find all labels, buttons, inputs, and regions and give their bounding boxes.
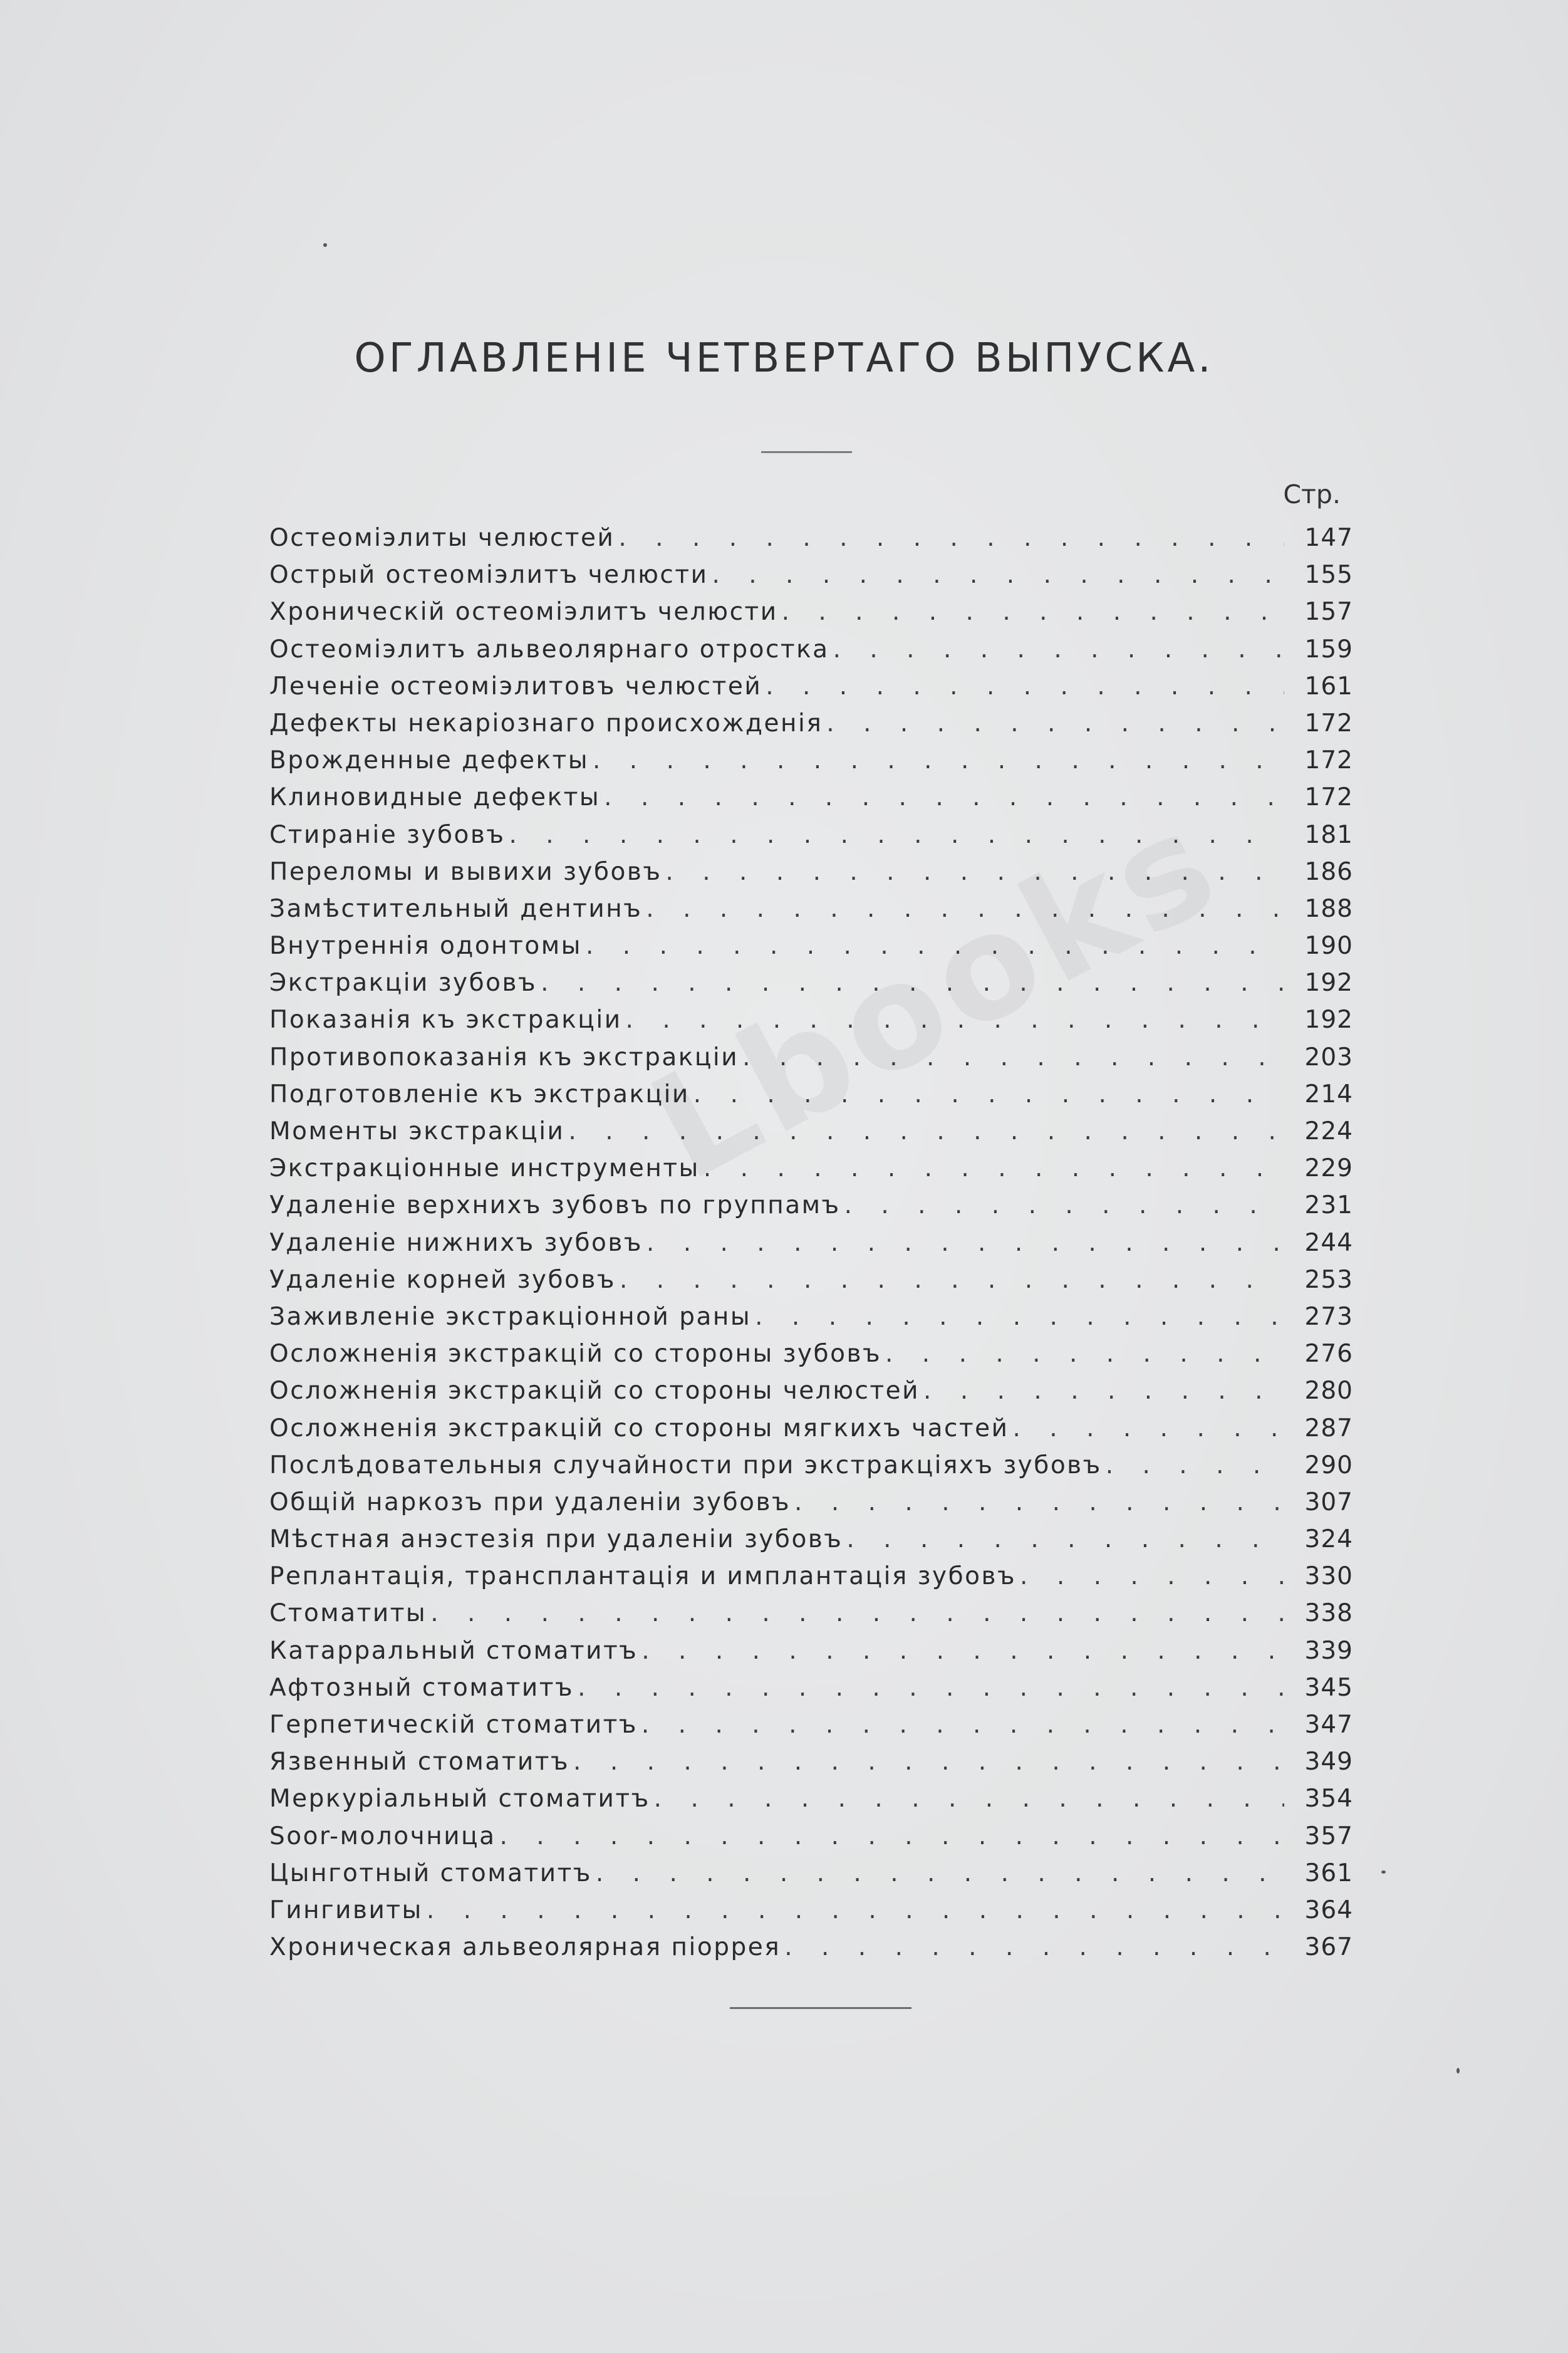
toc-dot-leader [620,1266,1284,1294]
toc-dot-leader [641,1637,1284,1665]
toc-entry-page: 244 [1304,1228,1353,1257]
toc-entry-title: Катарральный стоматитъ [269,1636,638,1665]
toc-dot-leader [784,1933,1284,1961]
toc-dot-leader [641,1711,1284,1739]
toc-dot-leader [782,598,1284,626]
toc-dot-leader [626,1006,1284,1034]
toc-entry-title: Замѣстительный дентинъ [269,894,643,923]
toc-entry-title: Удаленіе верхнихъ зубовъ по группамъ [269,1191,841,1220]
toc-entry-page: 224 [1304,1117,1353,1145]
toc-entry [269,1599,1353,1636]
toc-entry [269,1711,1353,1748]
toc-entry [269,1785,1353,1822]
toc-entry-title: Показанія къ экстракціи [269,1006,622,1035]
toc-entry-page: 172 [1304,746,1353,775]
toc-dot-leader [1020,1562,1284,1590]
toc-entry-page: 345 [1304,1673,1353,1702]
toc-entry-page: 192 [1304,1006,1353,1035]
toc-entry [269,598,1353,635]
toc-dot-leader [430,1599,1284,1627]
toc-dot-leader [704,1154,1284,1182]
toc-entry-title: Переломы и вывихи зубовъ [269,857,662,886]
toc-dot-leader [712,561,1284,589]
toc-entry-page: 188 [1304,894,1353,923]
toc-entry-title: Осложненія экстракцій со стороны мягкихъ частей [269,1414,1009,1443]
toc-entry [269,1488,1353,1525]
toc-entry [269,1080,1353,1117]
toc-entry-title: Экстракціонные инструменты [269,1154,700,1183]
toc-entry [269,1525,1353,1562]
toc-entry-page: 181 [1304,820,1353,849]
table-of-contents [269,524,1353,1970]
toc-entry-page: 229 [1304,1154,1353,1183]
toc-entry-title: Мѣстная анэстезія при удаленіи зубовъ [269,1525,843,1554]
toc-entry [269,1748,1353,1785]
toc-entry-title: Афтозный стоматитъ [269,1673,574,1702]
toc-dot-leader [618,524,1284,552]
toc-entry-title: Леченіе остеоміэлитовъ челюстей [269,672,762,701]
toc-dot-leader [646,1229,1284,1257]
toc-entry [269,821,1353,858]
page-column-header: Стр. [1283,479,1341,509]
toc-dot-leader [826,709,1284,738]
toc-entry-title: Послѣдовательныя случайности при экстракціяхъ зубовъ [269,1451,1102,1479]
toc-dot-leader [500,1822,1285,1850]
toc-entry-title: Цынготный стоматитъ [269,1859,592,1887]
paper-speck [1456,2068,1460,2074]
toc-entry-page: 338 [1304,1599,1353,1628]
toc-entry-title: Гингивиты [269,1896,423,1924]
toc-entry [269,1266,1353,1303]
toc-dot-leader [568,1117,1284,1145]
toc-entry-page: 290 [1304,1451,1353,1479]
toc-dot-leader [509,821,1284,849]
toc-entry-title: Противопоказанія къ экстракціи [269,1043,739,1072]
toc-entry-page: 307 [1304,1488,1353,1516]
toc-entry-title: Заживленіе экстракціонной раны [269,1302,752,1331]
toc-entry-title: Язвенный стоматитъ [269,1748,570,1776]
toc-dot-leader [578,1674,1284,1702]
toc-entry-page: 330 [1304,1562,1353,1591]
toc-entry-title: Внутреннія одонтомы [269,932,582,961]
toc-entry-title: Soor-молочница [269,1822,496,1850]
toc-entry-page: 339 [1304,1636,1353,1665]
toc-dot-leader [844,1191,1284,1219]
toc-entry [269,1303,1353,1340]
toc-entry [269,1414,1353,1451]
toc-entry-page: 161 [1304,672,1353,701]
toc-entry-page: 231 [1304,1191,1353,1220]
title-divider [761,451,852,453]
toc-entry-page: 155 [1304,561,1353,590]
toc-entry [269,1229,1353,1266]
toc-dot-leader [596,1859,1284,1887]
toc-entry [269,1674,1353,1711]
toc-entry [269,561,1353,598]
toc-entry-title: Врожденные дефекты [269,746,589,775]
toc-entry-page: 349 [1304,1748,1353,1776]
toc-entry [269,709,1353,746]
toc-dot-leader [742,1043,1284,1072]
toc-entry-page: 159 [1304,635,1353,664]
toc-dot-leader [427,1896,1284,1924]
toc-entry [269,1191,1353,1228]
page-title: ОГЛАВЛЕНІЕ ЧЕТВЕРТАГО ВЫПУСКА. [354,335,1214,382]
toc-entry-page: 361 [1304,1859,1353,1887]
toc-entry-title: Клиновидные дефекты [269,783,601,812]
toc-entry-page: 157 [1304,598,1353,627]
toc-entry-title: Удаленіе нижнихъ зубовъ [269,1228,643,1257]
toc-entry [269,1933,1353,1970]
toc-dot-leader [923,1377,1284,1405]
toc-entry-page: 253 [1304,1265,1353,1294]
paper-speck [1381,1870,1386,1874]
toc-dot-leader [833,635,1284,664]
toc-entry [269,783,1353,820]
toc-dot-leader [646,895,1284,923]
toc-entry-title: Стираніе зубовъ [269,820,506,849]
toc-entry-title: Подготовленіе къ экстракціи [269,1080,690,1109]
toc-entry-title: Экстракціи зубовъ [269,969,537,998]
paper-speck [323,243,327,247]
toc-entry [269,1859,1353,1896]
toc-entry [269,1822,1353,1859]
toc-dot-leader [586,932,1284,960]
toc-dot-leader [541,969,1284,997]
toc-entry [269,895,1353,932]
bottom-divider [730,2007,911,2009]
toc-entry [269,1006,1353,1043]
toc-entry-title: Осложненія экстракцій со стороны зубовъ [269,1340,881,1369]
watermark: Lbooks [626,778,1246,1213]
toc-entry-page: 276 [1304,1340,1353,1369]
toc-entry-page: 186 [1304,857,1353,886]
toc-entry [269,1896,1353,1933]
toc-entry-title: Хроническій остеоміэлитъ челюсти [269,598,778,627]
toc-entry-title: Хроническая альвеолярная піоррея [269,1933,781,1962]
toc-dot-leader [604,783,1284,811]
toc-entry-page: 324 [1304,1525,1353,1554]
toc-entry [269,1043,1353,1080]
toc-entry-page: 203 [1304,1043,1353,1072]
toc-entry-title: Остеоміэлиты челюстей [269,524,615,552]
toc-entry-title: Острый остеоміэлитъ челюсти [269,561,709,590]
toc-entry-page: 172 [1304,783,1353,812]
toc-entry [269,1154,1353,1191]
toc-entry [269,635,1353,672]
toc-entry-title: Осложненія экстракцій со стороны челюстей [269,1377,920,1406]
toc-entry-title: Моменты экстракціи [269,1117,565,1145]
toc-entry-title: Остеоміэлитъ альвеолярнаго отростка [269,635,829,664]
toc-dot-leader [885,1340,1284,1368]
toc-entry-page: 147 [1304,524,1353,552]
toc-entry [269,1340,1353,1377]
toc-entry [269,524,1353,561]
toc-entry [269,672,1353,709]
toc-dot-leader [693,1080,1284,1109]
toc-entry-page: 287 [1304,1414,1353,1443]
toc-entry-title: Герпетическій стоматитъ [269,1711,638,1739]
toc-dot-leader [846,1525,1284,1553]
toc-entry-page: 214 [1304,1080,1353,1109]
toc-entry [269,1562,1353,1599]
toc-dot-leader [755,1303,1284,1331]
toc-entry [269,1451,1353,1488]
toc-entry-page: 357 [1304,1822,1353,1850]
toc-entry [269,969,1353,1006]
toc-entry-title: Стоматиты [269,1599,427,1628]
toc-entry-page: 273 [1304,1302,1353,1331]
toc-entry-title: Реплантація, трансплантація и имплантація зубовъ [269,1562,1017,1591]
toc-entry-title: Дефекты некаріознаго происхожденія [269,709,823,738]
toc-entry-page: 190 [1304,932,1353,961]
toc-entry [269,1117,1353,1154]
toc-entry-page: 347 [1304,1711,1353,1739]
toc-entry-title: Меркуріальный стоматитъ [269,1785,650,1813]
toc-entry-page: 192 [1304,969,1353,998]
toc-entry-title: Удаленіе корней зубовъ [269,1265,616,1294]
toc-dot-leader [794,1488,1284,1516]
toc-entry-page: 172 [1304,709,1353,738]
toc-entry-page: 354 [1304,1785,1353,1813]
toc-entry-page: 367 [1304,1933,1353,1962]
toc-dot-leader [665,858,1284,886]
toc-entry [269,1637,1353,1674]
toc-dot-leader [766,672,1284,701]
toc-entry [269,746,1353,783]
toc-entry-page: 364 [1304,1896,1353,1924]
toc-dot-leader [1106,1451,1284,1479]
toc-dot-leader [654,1785,1284,1813]
toc-dot-leader [573,1748,1284,1776]
toc-dot-leader [593,746,1284,775]
toc-entry-page: 280 [1304,1377,1353,1406]
toc-entry [269,858,1353,895]
toc-dot-leader [1012,1414,1284,1443]
toc-entry-title: Общій наркозъ при удаленіи зубовъ [269,1488,791,1516]
toc-entry [269,1377,1353,1414]
toc-entry [269,932,1353,969]
